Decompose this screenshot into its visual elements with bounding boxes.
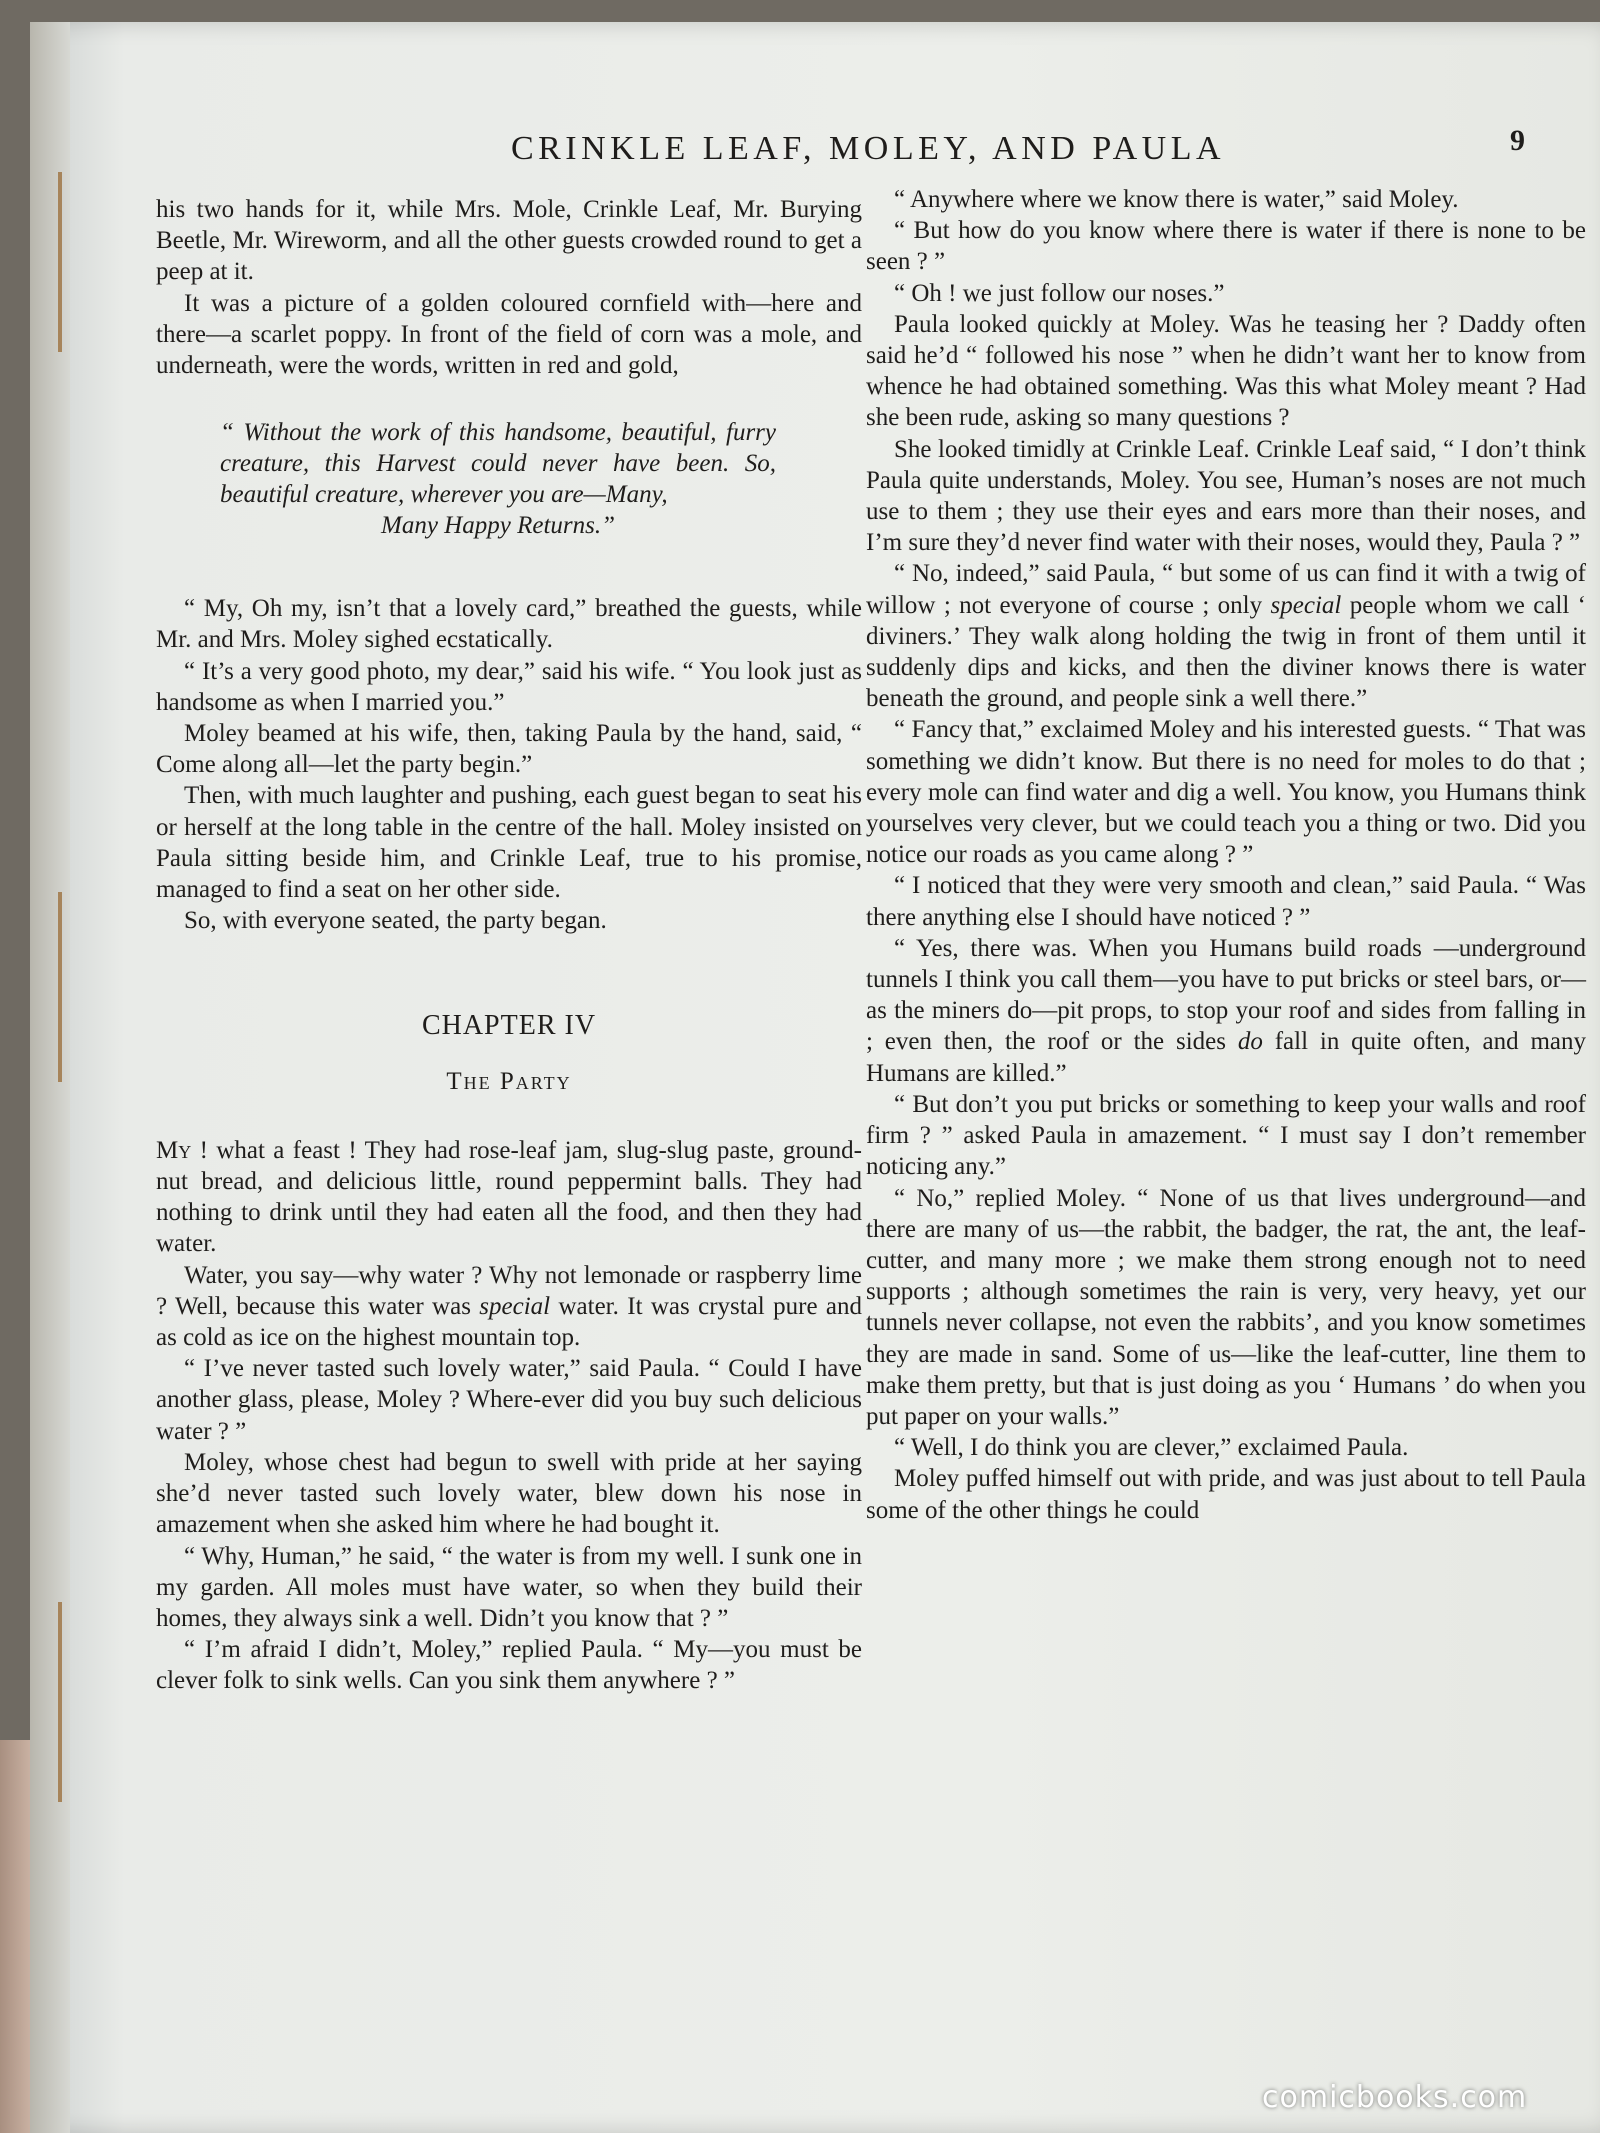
binding-stitch bbox=[58, 1602, 62, 1802]
paragraph-text: ! what a feast ! They had rose-leaf jam, slug-slug paste, ground-nut bread, and delicious little, round peppermint balls. They had nothing to drink until they had eaten all the food, and then they had water. bbox=[156, 1136, 862, 1258]
paragraph: She looked timidly at Crinkle Leaf. Crinkle Leaf said, “ I don’t think Paula quite understands, Moley. You see, Human’s noses are not much use to them ; they use their eyes and ears more than their noses, and I’m sure they’d never find water with their noses, would they, Paula ? ” bbox=[866, 435, 1586, 557]
paragraph-text: “ No, indeed,” said Paula, “ but some of us can find it with a twig of willow ; not everyone of course ; only bbox=[866, 560, 1586, 619]
paragraph: “ I’ve never tasted such lovely water,” said Paula. “ Could I have another glass, please, Moley ? Where-ever did you buy such delicious water ? ” bbox=[156, 1355, 862, 1445]
right-column bbox=[866, 184, 1586, 1526]
paragraph bbox=[866, 558, 1586, 714]
thumb-at-edge bbox=[0, 1740, 30, 2133]
paragraph bbox=[866, 933, 1586, 1089]
paragraph: Moley puffed himself out with pride, and was just about to tell Paula some of the other things he could bbox=[866, 1465, 1586, 1524]
page-number: 9 bbox=[1510, 124, 1525, 157]
paragraph: “ But don’t you put bricks or something to keep your walls and roof firm ? ” asked Paula in amazement. “ I must say I don’t remember noticing any.” bbox=[866, 1090, 1586, 1181]
binding-stitch bbox=[58, 892, 62, 1082]
card-verse bbox=[156, 417, 862, 541]
chapter-heading: CHAPTER IV bbox=[421, 1010, 597, 1042]
watermark: comicbooks.com bbox=[1262, 2080, 1528, 2115]
drop-word: My bbox=[156, 1136, 192, 1164]
paragraph: “ But how do you know where there is water if there is none to be seen ? ” bbox=[866, 217, 1586, 276]
book-page bbox=[30, 22, 1600, 2133]
paragraph: Paula looked quickly at Moley. Was he teasing her ? Daddy often said he’d “ followed his nose ” when he didn’t want her to know from whence he had obtained something. Was this what Moley meant ? Had she been rude, asking so many questions ? bbox=[866, 310, 1586, 432]
paragraph bbox=[156, 1260, 862, 1354]
paragraph: “ No,” replied Moley. “ None of us that lives underground—and there are many of us—the rabbit, the badger, the rat, the ant, the leaf-cutter, and many more ; we make them strong enough not to need supports ; although sometimes the rain is very, very heavy, yet our tunnels never collapse, not even the rabbits’, and you know sometimes they are made in sand. Some of us—like the leaf-cutter, line them to make them pretty, but that is just doing as you ‘ Humans ’ do when you put paper on your walls.” bbox=[866, 1184, 1586, 1430]
paragraph: “ Well, I do think you are clever,” exclaimed Paula. bbox=[894, 1434, 1409, 1462]
paragraph: It was a picture of a golden coloured cornfield with—here and there—a scarlet poppy. In front of the field of corn was a mole, and underneath, were the words, written in red and gold, bbox=[156, 289, 862, 380]
paragraph: Moley beamed at his wife, then, taking Paula by the hand, said, “ Come along all—let the party begin.” bbox=[156, 720, 862, 779]
paragraph: “ I noticed that they were very smooth and clean,” said Paula. “ Was there anything else I should have noticed ? ” bbox=[866, 872, 1586, 931]
paragraph: his two hands for it, while Mrs. Mole, Crinkle Leaf, Mr. Burying Beetle, Mr. Wireworm, and all the other guests crowded round to get a peep at it. bbox=[156, 196, 862, 286]
paragraph-text: “ Yes, there was. When you Humans build roads —underground tunnels I think you call them—you have to put bricks or steel bars, or—as the miners do—pit props, to stop your roof and sides from falling in ; even then, the roof or the sides bbox=[866, 934, 1586, 1056]
paragraph: “ My, Oh my, isn’t that a lovely card,” breathed the guests, while Mr. and Mrs. Moley sighed ecstatically. bbox=[156, 595, 862, 654]
emphasis: do bbox=[1237, 1028, 1263, 1056]
paragraph-text: Water, you say—why water ? Why not lemonade or raspberry lime ? Well, because this water was bbox=[156, 1261, 862, 1320]
paragraph: “ It’s a very good photo, my dear,” said his wife. “ You look just as handsome as when I married you.” bbox=[156, 657, 862, 716]
paragraph: So, with everyone seated, the party began. bbox=[184, 907, 607, 935]
paragraph: Then, with much laughter and pushing, each guest began to seat his or herself at the long table in the centre of the hall. Moley insisted on Paula sitting beside him, and Crinkle Leaf, true to his promise, managed to find a seat on her other side. bbox=[156, 782, 862, 904]
page-header bbox=[30, 124, 1600, 174]
running-title: CRINKLE LEAF, MOLEY, AND PAULA bbox=[510, 130, 1226, 167]
paragraph: “ I’m afraid I didn’t, Moley,” replied Paula. “ My—you must be clever folk to sink wells. Can you sink them anywhere ? ” bbox=[156, 1636, 862, 1695]
verse-last-line: Many Happy Returns.” bbox=[381, 512, 615, 540]
paragraph: “ Why, Human,” he said, “ the water is from my well. I sunk one in my garden. All moles must have water, so when they build their homes, they always sink a well. Didn’t you know that ? ” bbox=[156, 1542, 862, 1632]
paragraph: Moley, whose chest had begun to swell with pride at her saying she’d never tasted such lovely water, blew down his nose in amazement when she asked him where he had bought it. bbox=[156, 1448, 862, 1539]
paragraph-text: fall in quite often, and many Humans are killed.” bbox=[866, 1028, 1586, 1087]
chapter-title: The Party bbox=[446, 1067, 572, 1095]
book-spine bbox=[30, 22, 70, 2133]
verse-text: “ Without the work of this handsome, beautiful, furry creature, this Harvest could never have been. So, beautiful creature, wherever you are—Many, bbox=[220, 419, 776, 509]
paragraph: “ Oh ! we just follow our noses.” bbox=[894, 279, 1225, 307]
paragraph-text: people whom we call ‘ diviners.’ They walk along holding the twig in front of them until it suddenly dips and kicks, and then the diviner knows there is water beneath the ground, and people sink a well there.” bbox=[866, 591, 1586, 713]
paragraph: “ Fancy that,” exclaimed Moley and his interested guests. “ That was something we didn’t know. But there is no need for moles to do that ; every mole can find water and dig a well. You know, you Humans think yourselves very clever, but we could teach you a thing or two. Did you notice our roads as you came along ? ” bbox=[866, 716, 1586, 869]
paragraph-text: water. It was crystal pure and as cold as ice on the highest mountain top. bbox=[156, 1292, 862, 1352]
paragraph bbox=[156, 1135, 862, 1260]
binding-stitch bbox=[58, 172, 62, 352]
emphasis: special bbox=[479, 1292, 551, 1320]
left-column bbox=[156, 194, 862, 1697]
emphasis: special bbox=[1270, 591, 1342, 619]
paragraph: “ Anywhere where we know there is water,” said Moley. bbox=[894, 186, 1459, 213]
